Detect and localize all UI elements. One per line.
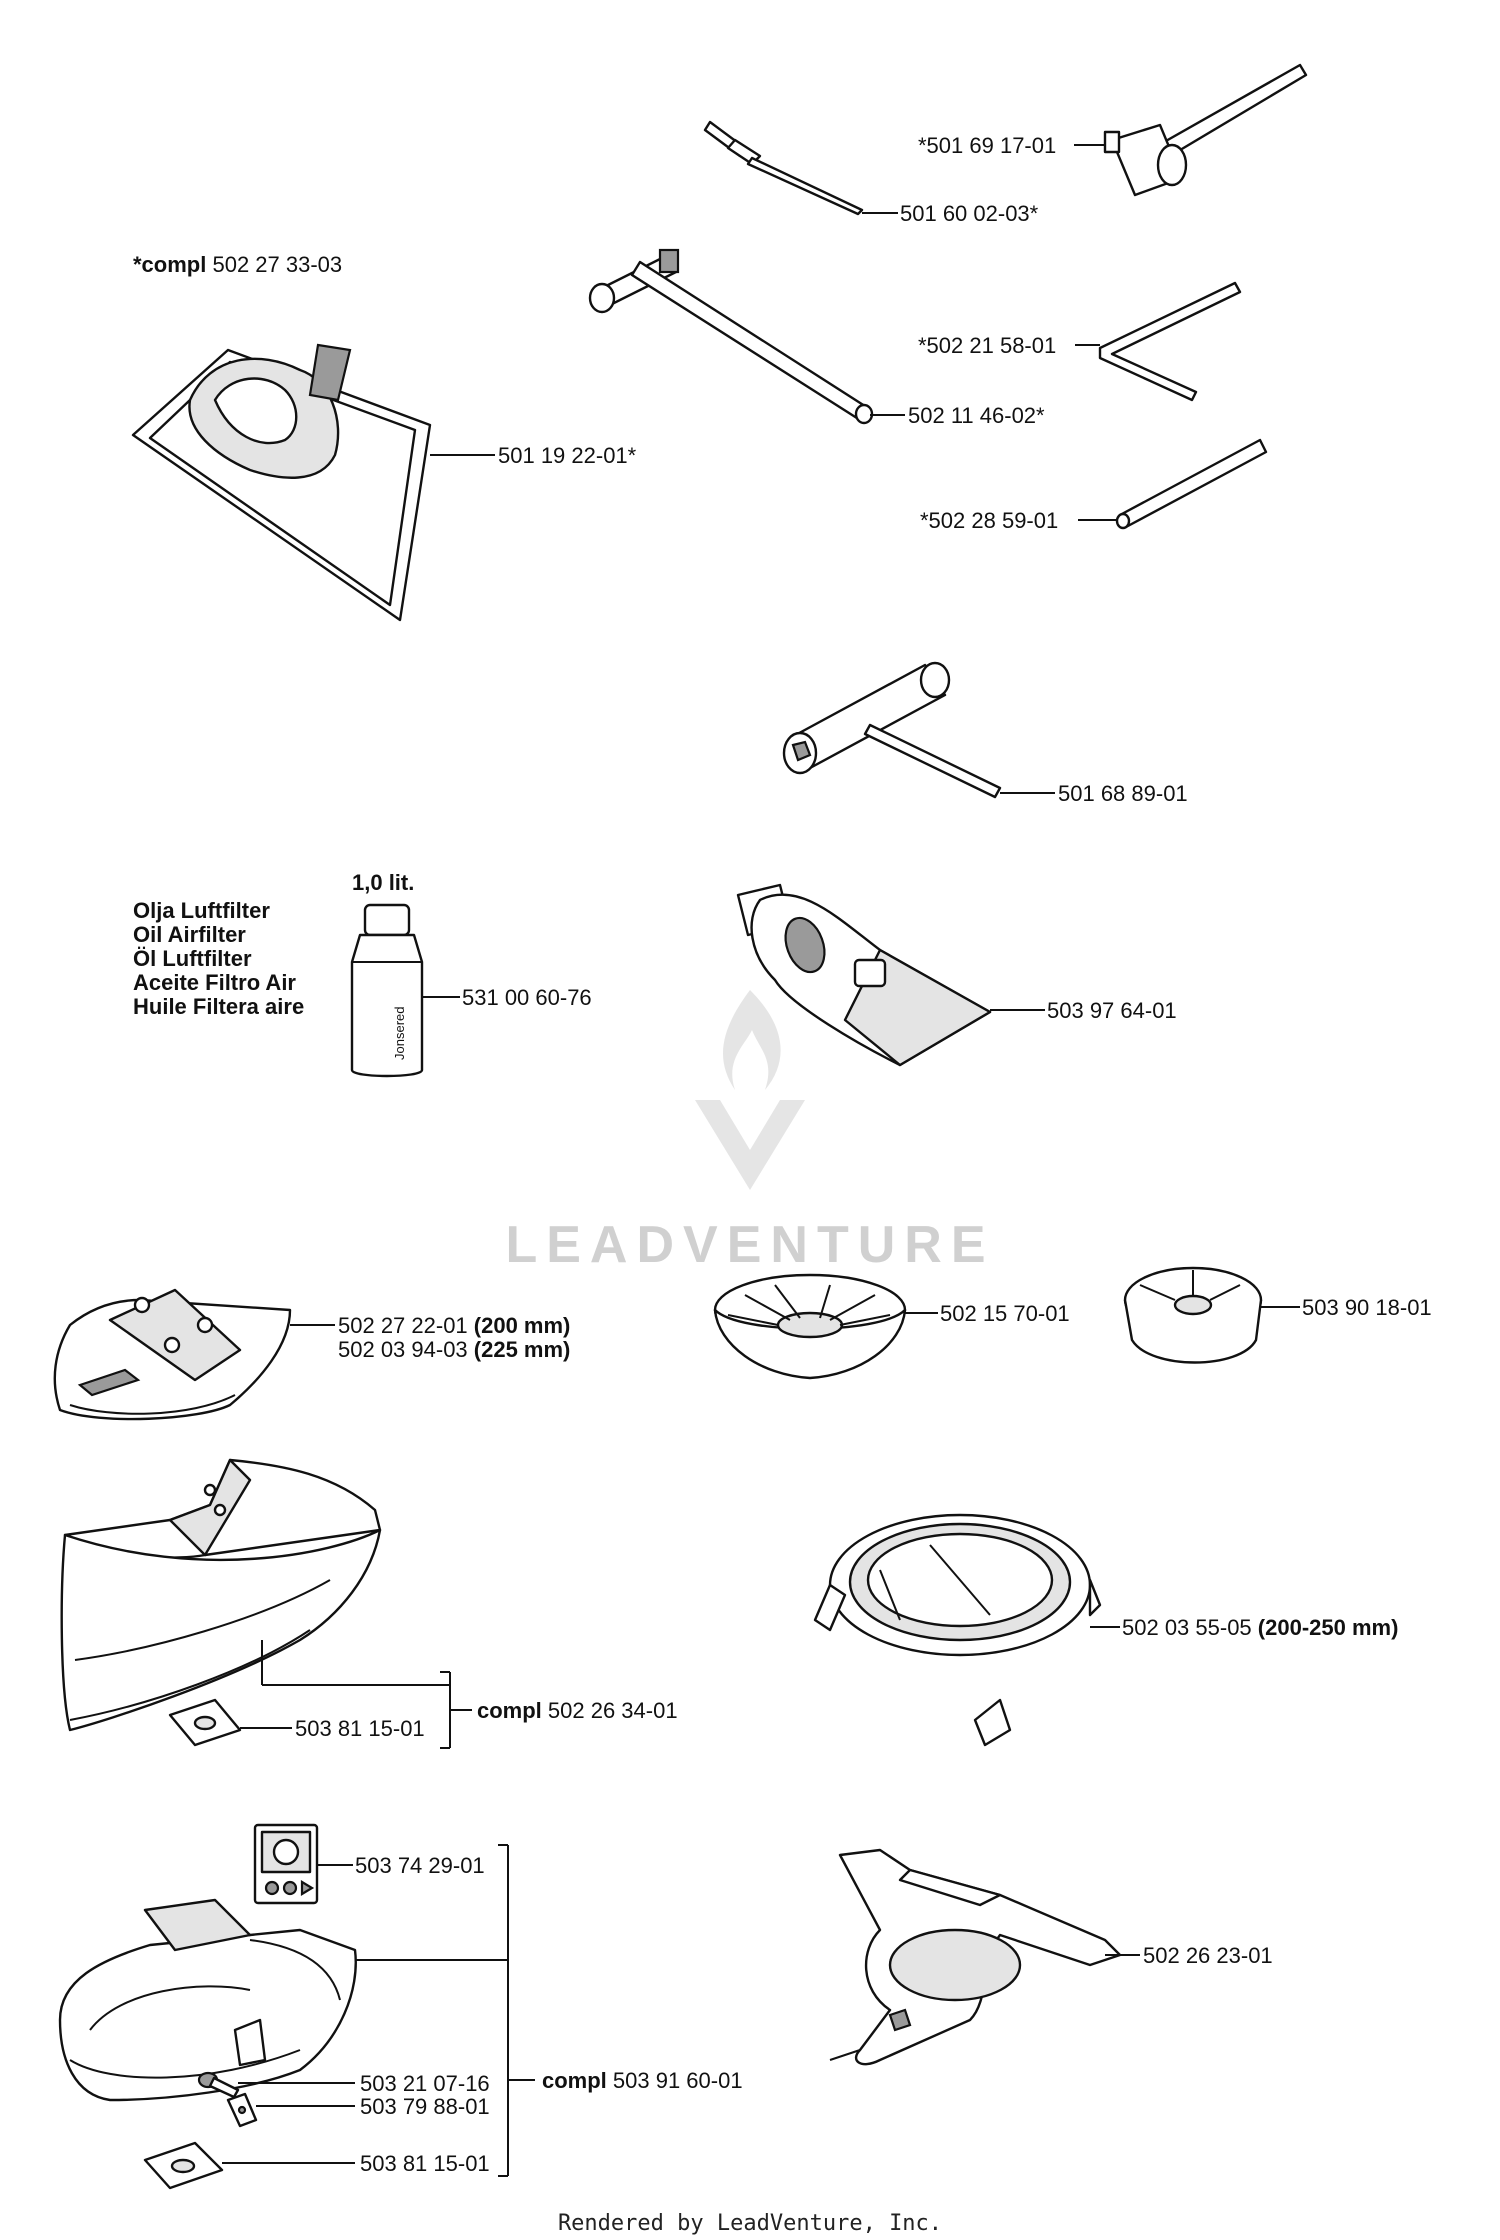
oil-language-list (133, 898, 304, 1019)
part-label-502-26-23-01: 502 26 23-01 (1143, 1943, 1273, 1968)
part-label-501-19-22-01: 501 19 22-01* (498, 443, 637, 468)
part-label-502-11-46-02: 502 11 46-02* (908, 403, 1045, 428)
part-label-502-03-94-03: 502 03 94-03 (225 mm) (338, 1337, 571, 1362)
guard-ring (815, 1515, 1100, 1745)
oil-label-line: Oil Airfilter (133, 922, 246, 947)
locking-pin (1117, 440, 1266, 528)
part-label-503-21-07-16: 503 21 07-16 (360, 2071, 490, 2096)
screwdriver (705, 122, 862, 214)
part-label-compl-503-91-60-01: compl 503 91 60-01 (542, 2068, 743, 2093)
part-label-501-69-17-01: *501 69 17-01 (918, 133, 1057, 158)
small-trimmer-guard (55, 1290, 290, 1419)
mounting-plate-2 (145, 2143, 222, 2188)
oil-label-line: Öl Luftfilter (133, 946, 252, 971)
combination-wrench (590, 250, 872, 423)
part-label-531-00-60-76: 531 00 60-76 (462, 985, 592, 1010)
spark-plug-wrench (784, 663, 1000, 797)
warning-decal (255, 1825, 317, 1903)
part-label-503-79-88-01: 503 79 88-01 (360, 2094, 490, 2119)
drive-disc (1125, 1268, 1261, 1363)
part-label-503-81-15-01-b: 503 81 15-01 (360, 2151, 490, 2176)
support-cup (715, 1275, 905, 1378)
part-label-502-03-55-05: 502 03 55-05 (200-250 mm) (1122, 1615, 1399, 1640)
part-label-501-60-02-03: 501 60 02-03* (900, 201, 1039, 226)
part-label-compl-502-27-33-03: *compl 502 27 33-03 (133, 252, 343, 277)
oil-label-line: Olja Luftfilter (133, 898, 270, 923)
oil-bottle (352, 905, 422, 1076)
footer-credit: Rendered by LeadVenture, Inc. (557, 2211, 943, 2236)
oil-label-line: Aceite Filtro Air (133, 970, 296, 995)
oil-volume: 1,0 lit. (352, 870, 415, 895)
part-label-502-21-58-01: *502 21 58-01 (918, 333, 1057, 358)
bottle-brand-text: Jonsered (392, 1006, 407, 1060)
part-label-503-74-29-01: 503 74 29-01 (355, 1853, 485, 1878)
allen-key (1100, 283, 1240, 400)
part-label-502-15-70-01: 502 15 70-01 (940, 1301, 1070, 1326)
part-label-503-81-15-01-a: 503 81 15-01 (295, 1716, 425, 1741)
part-label-502-28-59-01: *502 28 59-01 (920, 508, 1059, 533)
large-trimmer-guard (62, 1460, 380, 1730)
part-label-503-97-64-01: 503 97 64-01 (1047, 998, 1177, 1023)
part-label-503-90-18-01: 503 90 18-01 (1302, 1295, 1432, 1320)
blade-guard-holder (830, 1850, 1120, 2064)
mounting-plate (170, 1700, 240, 1745)
guard-assembly (60, 1900, 356, 2100)
nut-clip (228, 2094, 256, 2126)
oil-label-line: Huile Filtera aire (133, 994, 305, 1019)
watermark-text: LEADVENTURE (505, 1216, 995, 1274)
part-label-502-27-22-01: 502 27 22-01 (200 mm) (338, 1313, 571, 1338)
part-label-501-68-89-01: 501 68 89-01 (1058, 781, 1188, 806)
t-wrench-socket (1105, 65, 1306, 195)
tool-bag (133, 345, 430, 620)
part-label-compl-502-26-34-01: compl 502 26 34-01 (477, 1698, 678, 1723)
